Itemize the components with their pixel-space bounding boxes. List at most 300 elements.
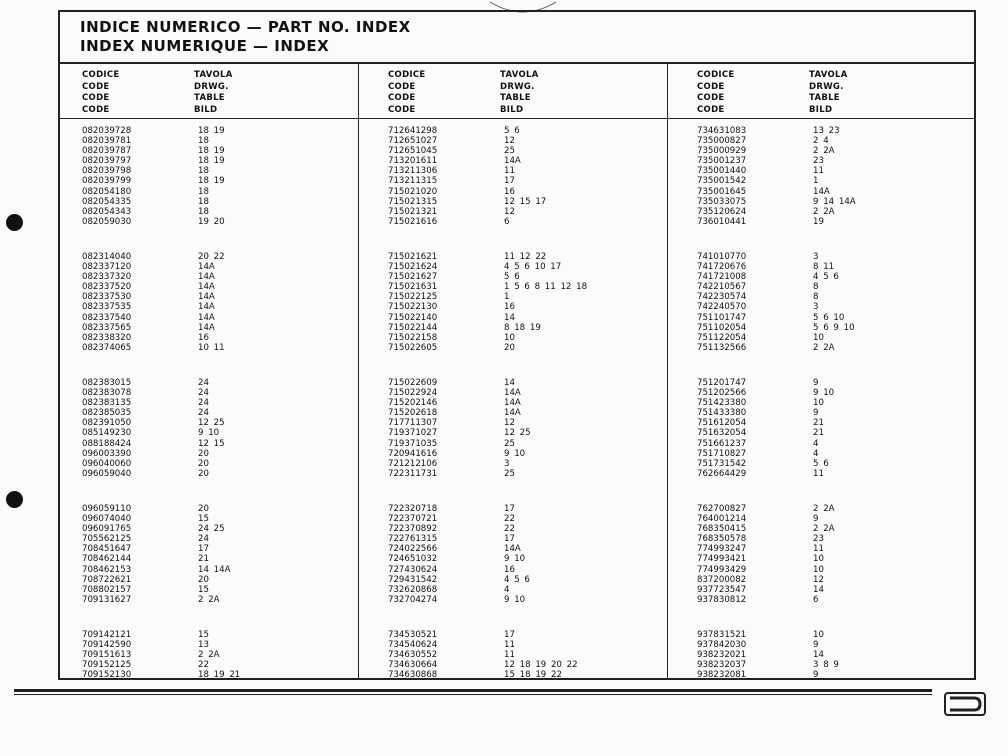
index-row (82, 585, 382, 595)
table-refs: 2 2A (198, 594, 220, 605)
index-row (388, 262, 688, 272)
part-code: 715022605 (388, 342, 438, 353)
index-row (697, 575, 997, 585)
index-row (388, 504, 688, 514)
table-refs: 22 (504, 514, 515, 525)
part-code: 751101747 (697, 312, 747, 323)
index-row (388, 630, 688, 640)
part-code: 082039787 (82, 146, 132, 157)
index-row (697, 197, 997, 207)
index-row (697, 630, 997, 640)
table-refs: 9 (813, 408, 819, 419)
table-refs: 16 (504, 564, 515, 575)
part-code: 082337540 (82, 312, 132, 323)
table-refs: 23 (813, 534, 824, 545)
index-row (697, 640, 997, 650)
part-code: 715021321 (388, 206, 438, 217)
part-code: 709131627 (82, 594, 132, 605)
title-divider (58, 62, 976, 64)
table-refs: 17 (198, 544, 209, 555)
footer-rule (14, 689, 932, 692)
part-code: 096059110 (82, 504, 132, 514)
part-code: 709142121 (82, 630, 132, 640)
part-code: 096074040 (82, 514, 132, 525)
part-code: 751632054 (697, 428, 747, 439)
code-label: CODE (82, 93, 110, 103)
table-label: TAVOLA (500, 70, 539, 80)
index-row (388, 313, 688, 323)
index-row (82, 544, 382, 554)
index-row (697, 398, 997, 408)
entry-group (388, 378, 688, 504)
part-code: 712641298 (388, 126, 438, 136)
table-refs: 18 (198, 206, 209, 217)
table-refs: 20 (198, 448, 209, 459)
table-label: BILD (500, 104, 524, 115)
part-code: 751731542 (697, 458, 747, 469)
part-code: 082383078 (82, 388, 132, 399)
table-refs: 9 10 (504, 594, 526, 605)
table-refs: 8 (813, 292, 819, 303)
code-header (388, 70, 426, 116)
part-code: 708451647 (82, 544, 132, 555)
part-code: 722370721 (388, 514, 438, 525)
part-code: 082039728 (82, 126, 132, 136)
table-refs: 2 2A (813, 146, 835, 157)
table-refs: 1 5 6 8 11 12 18 (504, 282, 588, 293)
table-refs: 18 (198, 136, 209, 147)
title-line-2: INDEX NUMERIQUE — INDEX (80, 37, 330, 55)
part-code: 742210567 (697, 282, 747, 293)
table-refs: 20 (504, 342, 515, 353)
index-row (388, 660, 688, 670)
table-refs: 12 15 (198, 438, 225, 449)
index-row (388, 469, 688, 479)
index-row (388, 378, 688, 388)
header-divider (58, 118, 976, 119)
table-label: DRWG. (500, 81, 535, 92)
part-code: 709152130 (82, 670, 132, 681)
index-row (82, 126, 382, 136)
index-row (388, 136, 688, 146)
table-refs: 20 22 (198, 252, 225, 262)
table-refs: 4 5 6 10 17 (504, 262, 562, 273)
table-label: DRWG. (194, 81, 229, 92)
part-code: 715022924 (388, 388, 438, 399)
part-code: 734630868 (388, 670, 438, 681)
index-row (82, 408, 382, 418)
part-code: 774993421 (697, 554, 747, 565)
index-row (82, 252, 382, 262)
part-code: 751132566 (697, 342, 747, 353)
table-refs: 17 (504, 504, 515, 514)
part-code: 096040060 (82, 458, 132, 469)
part-code: 082391050 (82, 418, 132, 429)
index-row (82, 302, 382, 312)
code-label: CODE (697, 93, 725, 103)
table-refs: 20 (198, 574, 209, 585)
index-row (82, 459, 382, 469)
part-code: 734540624 (388, 640, 438, 651)
index-row (388, 388, 688, 398)
table-refs: 18 19 (198, 176, 225, 187)
table-refs: 10 (813, 554, 824, 565)
part-code: 082337320 (82, 272, 132, 283)
table-refs: 12 18 19 20 22 (504, 660, 578, 671)
part-code: 729431542 (388, 574, 438, 585)
index-row (82, 156, 382, 166)
table-refs: 14 (504, 378, 515, 388)
table-refs: 11 (813, 166, 824, 177)
table-refs: 14A (504, 156, 521, 167)
page-title (80, 18, 411, 56)
table-refs: 4 (813, 448, 819, 459)
table-refs: 19 20 (198, 216, 225, 227)
table-refs: 6 (813, 594, 819, 605)
index-row (697, 323, 997, 333)
table-refs: 14A (198, 292, 215, 303)
code-label: CODE (388, 93, 416, 103)
index-row (388, 418, 688, 428)
index-row (388, 534, 688, 544)
index-row (388, 640, 688, 650)
table-refs: 1 (813, 176, 819, 187)
index-row (82, 650, 382, 660)
table-refs: 11 (504, 650, 515, 661)
code-label: CODE (82, 81, 110, 92)
table-refs: 15 18 19 22 (504, 670, 562, 681)
part-code: 774993247 (697, 544, 747, 555)
table-refs: 11 (504, 640, 515, 651)
part-code: 082054180 (82, 186, 132, 197)
table-refs: 9 10 (198, 428, 220, 439)
index-entries (82, 126, 382, 756)
table-refs: 22 (198, 660, 209, 671)
part-code: 096091765 (82, 524, 132, 535)
table-refs: 14A (198, 262, 215, 273)
part-code: 082337530 (82, 292, 132, 303)
table-refs: 23 (813, 156, 824, 167)
table-refs: 14A (504, 398, 521, 409)
part-code: 705562125 (82, 534, 132, 545)
entry-group (697, 504, 997, 630)
index-row (697, 302, 997, 312)
index-row (697, 554, 997, 564)
table-refs: 2 4 (813, 136, 829, 147)
table-refs: 9 (813, 378, 819, 388)
index-row (82, 514, 382, 524)
part-code: 082385035 (82, 408, 132, 419)
part-code: 719371035 (388, 438, 438, 449)
entry-group (82, 126, 382, 252)
part-code: 768350578 (697, 534, 747, 545)
binder-hole-icon (6, 214, 23, 231)
table-label: BILD (194, 104, 218, 115)
table-refs: 9 14 14A (813, 196, 856, 207)
table-refs: 8 18 19 (504, 322, 541, 333)
table-refs: 5 6 10 (813, 312, 845, 323)
part-code: 709151613 (82, 650, 132, 661)
index-row (82, 388, 382, 398)
part-code: 722370892 (388, 524, 438, 535)
part-code: 082337565 (82, 322, 132, 333)
table-refs: 9 (813, 670, 819, 681)
table-refs: 10 11 (198, 342, 225, 353)
index-row (82, 378, 382, 388)
table-label: TABLE (194, 93, 225, 103)
index-row (697, 187, 997, 197)
part-code: 751661237 (697, 438, 747, 449)
table-refs: 24 (198, 408, 209, 419)
index-row (388, 343, 688, 353)
index-row (82, 197, 382, 207)
index-row (82, 524, 382, 534)
index-row (82, 534, 382, 544)
table-refs: 18 (198, 196, 209, 207)
index-row (82, 428, 382, 438)
part-code: 715022130 (388, 302, 438, 313)
table-refs: 3 (504, 458, 510, 469)
part-code: 774993429 (697, 564, 747, 575)
index-row (388, 449, 688, 459)
index-row (388, 514, 688, 524)
part-code: 735001440 (697, 166, 747, 177)
index-row (388, 176, 688, 186)
part-code: 751201747 (697, 378, 747, 388)
part-code: 082338320 (82, 332, 132, 343)
table-refs: 24 25 (198, 524, 225, 535)
entry-group (697, 126, 997, 252)
part-code: 096059040 (82, 468, 132, 479)
index-row (388, 207, 688, 217)
index-row (82, 323, 382, 333)
part-code: 082383015 (82, 378, 132, 388)
table-refs: 24 (198, 534, 209, 545)
index-row (82, 176, 382, 186)
table-refs: 9 (813, 514, 819, 525)
index-row (388, 323, 688, 333)
table-refs: 17 (504, 534, 515, 545)
part-code: 751102054 (697, 322, 747, 333)
index-entries (697, 126, 997, 756)
part-code: 082337120 (82, 262, 132, 273)
table-refs: 3 (813, 252, 819, 262)
part-code: 735120624 (697, 206, 747, 217)
entry-group (697, 378, 997, 504)
table-refs: 2 2A (813, 342, 835, 353)
part-code: 708802157 (82, 584, 132, 595)
part-code: 082039781 (82, 136, 132, 147)
part-code: 713201611 (388, 156, 438, 167)
code-label: CODE (82, 104, 110, 115)
index-row (697, 650, 997, 660)
part-code: 720941616 (388, 448, 438, 459)
index-row (82, 282, 382, 292)
index-row (697, 136, 997, 146)
part-code: 751710827 (697, 448, 747, 459)
table-refs: 20 (198, 458, 209, 469)
code-label: CODE (388, 104, 416, 115)
table-refs: 24 (198, 378, 209, 388)
table-refs: 14A (504, 544, 521, 555)
table-refs: 19 (813, 216, 824, 227)
part-code: 762700827 (697, 504, 747, 514)
table-refs: 18 19 (198, 146, 225, 157)
part-code: 742230574 (697, 292, 747, 303)
table-refs: 18 19 (198, 156, 225, 167)
table-refs: 13 23 (813, 126, 840, 136)
table-refs: 18 19 21 (198, 670, 241, 681)
part-code: 715022144 (388, 322, 438, 333)
table-refs: 9 (813, 640, 819, 651)
part-code: 735000827 (697, 136, 747, 147)
index-row (388, 670, 688, 680)
table-refs: 2 2A (813, 206, 835, 217)
part-code: 082337535 (82, 302, 132, 313)
part-code: 751612054 (697, 418, 747, 429)
part-code: 741010770 (697, 252, 747, 262)
index-row (388, 217, 688, 227)
table-refs: 14A (813, 186, 830, 197)
part-code: 735001645 (697, 186, 747, 197)
part-code: 082039799 (82, 176, 132, 187)
entry-group (388, 504, 688, 630)
table-refs: 18 19 (198, 126, 225, 136)
table-refs: 10 (813, 564, 824, 575)
part-code: 937842030 (697, 640, 747, 651)
part-code: 719371027 (388, 428, 438, 439)
table-refs: 2 2A (813, 524, 835, 535)
table-refs: 4 (813, 438, 819, 449)
part-code: 715202618 (388, 408, 438, 419)
part-code: 937723547 (697, 584, 747, 595)
code-header (82, 70, 120, 116)
index-row (388, 524, 688, 534)
index-row (388, 595, 688, 605)
index-row (697, 292, 997, 302)
index-row (388, 585, 688, 595)
index-row (388, 565, 688, 575)
table-refs: 12 (504, 136, 515, 147)
table-refs: 14A (198, 302, 215, 313)
index-row (82, 660, 382, 670)
index-row (697, 146, 997, 156)
part-code: 082314040 (82, 252, 132, 262)
index-row (388, 252, 688, 262)
part-code: 708462153 (82, 564, 132, 575)
index-row (82, 469, 382, 479)
table-refs: 14 (813, 584, 824, 595)
index-row (82, 136, 382, 146)
table-refs: 21 (198, 554, 209, 565)
table-refs: 14A (504, 388, 521, 399)
code-label: CODE (697, 81, 725, 92)
index-row (388, 197, 688, 207)
part-code: 082039797 (82, 156, 132, 167)
table-refs: 14A (198, 282, 215, 293)
index-row (697, 660, 997, 670)
part-code: 734630664 (388, 660, 438, 671)
index-row (82, 630, 382, 640)
index-row (388, 554, 688, 564)
code-header (697, 70, 735, 116)
table-refs: 3 (813, 302, 819, 313)
part-code: 735033075 (697, 196, 747, 207)
part-code: 712651027 (388, 136, 438, 147)
part-code: 732704274 (388, 594, 438, 605)
part-code: 715202146 (388, 398, 438, 409)
part-code: 751423380 (697, 398, 747, 409)
table-refs: 16 (504, 186, 515, 197)
table-label: TABLE (500, 93, 531, 103)
index-row (388, 544, 688, 554)
table-refs: 24 (198, 388, 209, 399)
index-row (82, 554, 382, 564)
index-row (388, 398, 688, 408)
table-refs: 5 6 (504, 272, 520, 283)
code-label: CODICE (82, 70, 120, 80)
index-row (697, 469, 997, 479)
part-code: 715021315 (388, 196, 438, 207)
table-refs: 5 6 9 10 (813, 322, 855, 333)
index-row (697, 282, 997, 292)
index-row (697, 252, 997, 262)
table-refs: 12 25 (198, 418, 225, 429)
part-code: 734630552 (388, 650, 438, 661)
index-row (697, 428, 997, 438)
index-row (82, 333, 382, 343)
table-header (500, 70, 539, 116)
index-row (388, 187, 688, 197)
part-code: 937831521 (697, 630, 747, 640)
part-code: 708722621 (82, 574, 132, 585)
table-refs: 21 (813, 418, 824, 429)
index-row (697, 439, 997, 449)
part-code: 938232081 (697, 670, 747, 681)
entry-group (388, 630, 688, 756)
index-row (697, 514, 997, 524)
part-code: 715021631 (388, 282, 438, 293)
index-row (388, 650, 688, 660)
index-row (388, 302, 688, 312)
code-label: CODICE (697, 70, 735, 80)
table-refs: 17 (504, 630, 515, 640)
part-code: 837200082 (697, 574, 747, 585)
part-code: 715021621 (388, 252, 438, 262)
table-label: TABLE (809, 93, 840, 103)
part-code: 762664429 (697, 468, 747, 479)
part-code: 082039798 (82, 166, 132, 177)
index-row (82, 439, 382, 449)
index-entries (388, 126, 688, 756)
index-row (697, 544, 997, 554)
index-row (697, 156, 997, 166)
entry-group (82, 252, 382, 378)
table-refs: 14 14A (198, 564, 231, 575)
part-code: 727430624 (388, 564, 438, 575)
part-code: 082054343 (82, 206, 132, 217)
part-code: 088188424 (82, 438, 132, 449)
entry-group (697, 252, 997, 378)
part-code: 751122054 (697, 332, 747, 343)
part-code: 708462144 (82, 554, 132, 565)
part-code: 722320718 (388, 504, 438, 514)
table-refs: 9 10 (504, 554, 526, 565)
part-code: 709142590 (82, 640, 132, 651)
index-row (697, 262, 997, 272)
part-code: 721212106 (388, 458, 438, 469)
table-refs: 10 (813, 630, 824, 640)
